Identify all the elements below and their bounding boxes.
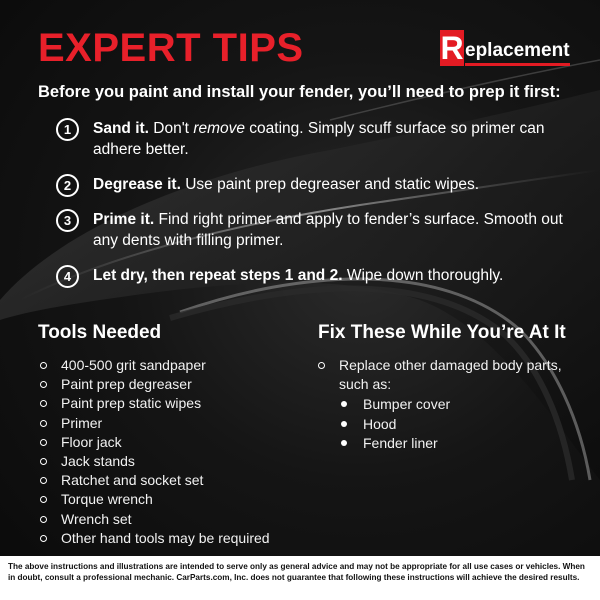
- logo-letter: R: [440, 30, 464, 66]
- step-text: Find right primer and apply to fender’s surface. Smooth out any dents with filling primer.: [93, 211, 563, 249]
- list-item: [40, 394, 300, 413]
- tool-label: Floor jack: [61, 433, 122, 450]
- ring-bullet-icon: [40, 535, 47, 542]
- dot-bullet-icon: [341, 401, 347, 407]
- tool-label: Wrench set: [61, 510, 132, 527]
- step-item: [56, 174, 576, 195]
- disclaimer-bar: [0, 556, 600, 600]
- step-title: Let dry, then repeat steps 1 and 2.: [93, 267, 343, 284]
- list-item: [40, 529, 300, 548]
- logo-text: eplacement: [465, 40, 570, 66]
- intro-text: Before you paint and install your fender, you’ll need to prep it first:: [38, 83, 561, 101]
- step-text: Use paint prep degreaser and static wipes.: [180, 176, 480, 193]
- step-title: Sand it.: [93, 120, 149, 137]
- dot-bullet-icon: [341, 421, 347, 427]
- ring-bullet-icon: [40, 362, 47, 369]
- ring-bullet-icon: [40, 496, 47, 503]
- list-item: [40, 490, 300, 509]
- tool-label: Primer: [61, 414, 103, 431]
- tool-label: Ratchet and socket set: [61, 472, 204, 489]
- list-item: [339, 395, 578, 414]
- replacement-logo: [440, 26, 570, 66]
- step-text: coating. Simply scuff surface so primer can adhere better.: [93, 120, 545, 158]
- disclaimer-text: The above instructions and illustrations are intended to serve only as general advice and may not be appropriate for all use cases or vehicles. When in doubt, consult a professional mechanic. CarParts.com, Inc. does not guarantee that following these instructions will achieve the desired results.: [8, 562, 585, 582]
- fix-sub-list: [339, 395, 578, 453]
- fix-list: [318, 356, 578, 453]
- ring-bullet-icon: [40, 458, 47, 465]
- ring-bullet-icon: [40, 439, 47, 446]
- ring-bullet-icon: [40, 477, 47, 484]
- ring-bullet-icon: [40, 381, 47, 388]
- tools-needed-heading: Tools Needed: [38, 322, 162, 343]
- step-text: Wipe down thoroughly.: [342, 267, 504, 284]
- fix-intro: Replace other damaged body parts, such as:: [339, 357, 562, 393]
- part-label: Bumper cover: [363, 396, 451, 413]
- step-item: [56, 209, 576, 251]
- list-item: [40, 452, 300, 471]
- step-title: Prime it.: [93, 211, 155, 228]
- list-item: [40, 510, 300, 529]
- step-number-icon: 3: [56, 209, 79, 232]
- step-emphasis: remove: [193, 120, 245, 137]
- list-item: [318, 356, 578, 453]
- step-title: Degrease it.: [93, 176, 181, 193]
- part-label: Hood: [363, 415, 397, 432]
- list-item: [40, 356, 300, 375]
- part-label: Fender liner: [363, 434, 438, 451]
- ring-bullet-icon: [40, 400, 47, 407]
- tool-label: Torque wrench: [61, 491, 153, 508]
- tool-label: Jack stands: [61, 453, 135, 470]
- step-number-icon: 1: [56, 118, 79, 141]
- list-item: [339, 434, 578, 453]
- step-item: [56, 118, 576, 160]
- list-item: [40, 433, 300, 452]
- fix-these-heading: Fix These While You’re At It: [318, 322, 566, 343]
- step-number-icon: 4: [56, 265, 79, 288]
- page-title: EXPERT TIPS: [38, 26, 304, 70]
- list-item: [40, 375, 300, 394]
- tool-label: Other hand tools may be required: [61, 529, 270, 546]
- tool-label: 400-500 grit sandpaper: [61, 357, 206, 373]
- tools-list: [40, 356, 300, 548]
- ring-bullet-icon: [318, 362, 325, 369]
- steps-list: [56, 118, 576, 286]
- step-text: Don't: [148, 120, 194, 137]
- dot-bullet-icon: [341, 440, 347, 446]
- ring-bullet-icon: [40, 420, 47, 427]
- tool-label: Paint prep static wipes: [61, 395, 202, 412]
- list-item: [40, 471, 300, 490]
- list-item: [339, 415, 578, 434]
- list-item: [40, 414, 300, 433]
- ring-bullet-icon: [40, 516, 47, 523]
- step-number-icon: 2: [56, 174, 79, 197]
- tool-label: Paint prep degreaser: [61, 376, 192, 393]
- step-item: [56, 265, 576, 286]
